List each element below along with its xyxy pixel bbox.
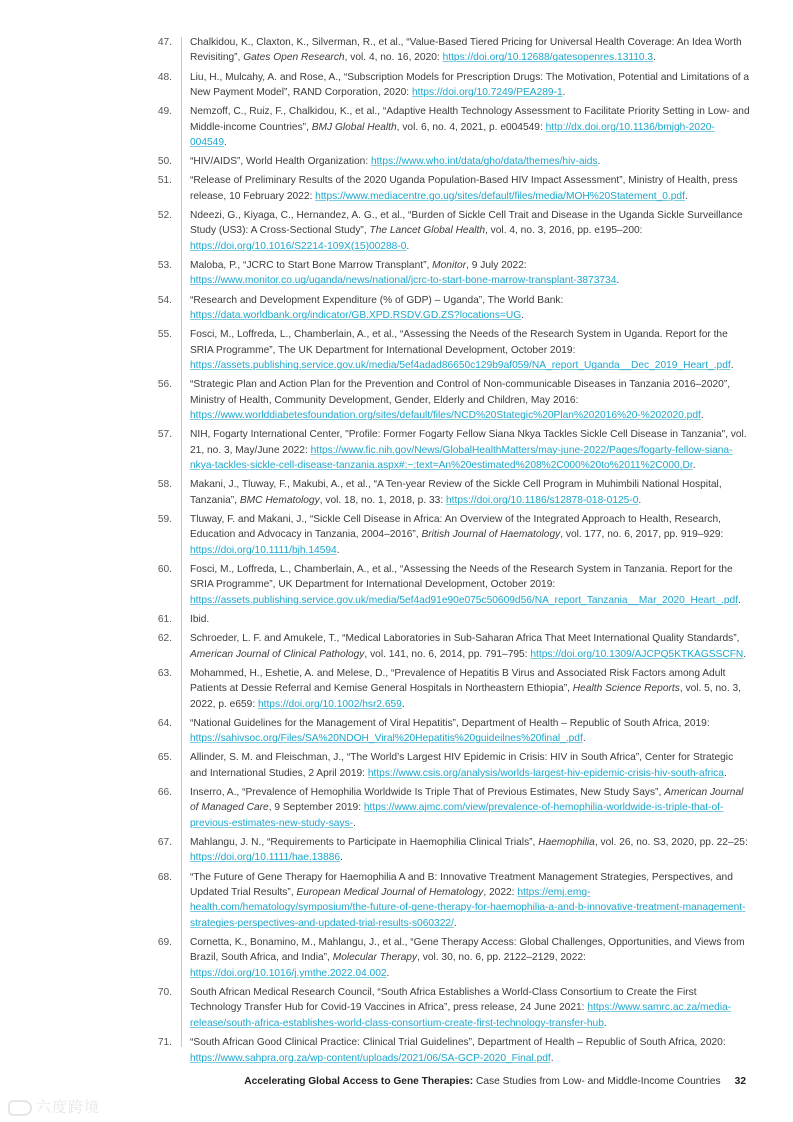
reference-segment: . [700, 410, 704, 422]
watermark-text: 六度跨境 [36, 1099, 101, 1116]
reference-link[interactable]: https://doi.org/10.1111/bjh.14594 [190, 544, 337, 556]
reference-segment: Ibid. [190, 613, 210, 625]
reference-text [190, 512, 750, 558]
publication-title: BMJ Global Health [311, 121, 397, 133]
reference-segment: . [224, 137, 227, 149]
reference-link[interactable]: https://assets.publishing.service.gov.uk/media/5ef4ad91e90e075c50609d56/NA_report_Tanzania__Mar_2020_Heart_.pdf [190, 594, 739, 606]
reference-item [150, 985, 755, 1031]
reference-segment: Allinder, S. M. and Fleischman, J., “The World’s Largest HIV Epidemic in Crisis: HIV in South Africa”, Center for Strategic and International Studies, 2 April 2019: [190, 752, 734, 779]
reference-segment: . [550, 1052, 554, 1064]
reference-text [190, 985, 750, 1031]
reference-text [190, 293, 750, 324]
reference-item [150, 935, 755, 981]
reference-segment: . [453, 917, 457, 929]
page-number: 32 [734, 1076, 746, 1087]
reference-item [150, 835, 755, 866]
reference-segment: “Research and Development Expenditure (% of GDP) – Uganda”, The World Bank: [190, 294, 564, 306]
reference-item [150, 35, 755, 66]
reference-item [150, 562, 755, 608]
reference-item [150, 154, 755, 169]
reference-number: 57. [157, 429, 172, 441]
reference-number: 68. [157, 871, 172, 883]
reference-number: 53. [157, 260, 172, 272]
reference-number: 70. [157, 987, 172, 999]
reference-item [150, 104, 755, 150]
reference-segment: Nemzoff, C., Ruiz, F., Chalkidou, K., et al., “Adaptive Health Technology Assessment to Facilitate Priority Setting in Low- and Middle-income Countries”, [190, 106, 750, 133]
reference-segment: “Release of Preliminary Results of the 2020 Uganda Population-Based HIV Impact Assessment”, Ministry of Health, press release, 10 February 2022: [190, 175, 738, 202]
reference-number: 66. [157, 787, 172, 799]
reference-text [190, 104, 750, 150]
publication-title: Molecular Therapy [332, 952, 418, 964]
reference-segment: . [603, 1017, 607, 1029]
reference-segment: , 9 September 2019: [268, 802, 364, 814]
reference-segment: . [738, 594, 741, 606]
reference-segment: Cornetta, K., Bonamino, M., Mahlangu, J., et al., “Gene Therapy Access: Global Challenges, Opportunities, and Views from Brazil, South Africa, and India”, [190, 937, 745, 964]
reference-item [150, 377, 755, 423]
reference-text [190, 154, 750, 169]
reference-number: 56. [157, 379, 172, 391]
reference-text [190, 70, 750, 101]
reference-segment: . [723, 767, 727, 779]
reference-segment: . [582, 733, 586, 745]
reference-link[interactable]: https://data.worldbank.org/indicator/GB.XPD.RSDV.GD.ZS?locations=UG [190, 310, 522, 322]
reference-segment: South African Medical Research Council, “South Africa Establishes a World-Class Consortium to Create the First Technology Transfer Hub for Covid-19 Vaccines in Africa”, press release, 24 June 2021: [190, 987, 697, 1014]
reference-link[interactable]: https://doi.org/10.12688/gatesopenres.13110.3 [442, 52, 654, 64]
publication-title: Haemophilia [538, 837, 595, 849]
reference-number: 71. [157, 1037, 172, 1049]
reference-list [150, 35, 755, 1070]
reference-item [150, 750, 755, 781]
reference-item [150, 785, 755, 831]
reference-number: 58. [157, 479, 172, 491]
reference-number: 69. [157, 937, 172, 949]
reference-item [150, 70, 755, 101]
reference-number: 49. [157, 106, 172, 118]
reference-segment: Fosci, M., Loffreda, L., Chamberlain, A., et al., “Assessing the Needs of the Research System in Uganda. Report for the SRIA Programme”, The UK Department for International Development, October 2019: [190, 329, 728, 356]
reference-link[interactable]: https://emj.emg-health.com/hematology/symposium/the-future-of-gene-therapy-for-haemophilia-a-and-b-innovative-treatment-management-strategies-perspectives-and-updated-trial-results-s060322/ [190, 887, 746, 929]
reference-link[interactable]: https://www.ajmc.com/view/prevalence-of-hemophilia-worldwide-is-triple-that-of-previous-estimates-new-study-says- [190, 802, 724, 829]
reference-number: 54. [157, 294, 172, 306]
reference-segment: Liu, H., Mulcahy, A. and Rose, A., “Subscription Models for Prescription Drugs: The Motivation, Potential and Limitations of a New Payment Model”, RAND Corporation, 2020: [190, 71, 750, 99]
reference-link[interactable]: https://www.mediacentre.go.ug/sites/default/files/media/MOH%20Statement_0.pdf [315, 190, 685, 202]
reference-link[interactable]: https://sahivsoc.org/Files/SA%20NDOH_Viral%20Hepatitis%20guideilnes%20final_.pdf [190, 733, 583, 745]
reference-link[interactable]: https://doi.org/10.1016/j.ymthe.2022.04.002 [190, 967, 387, 979]
reference-text [190, 258, 750, 289]
reference-text [190, 35, 750, 66]
reference-segment: . [692, 460, 696, 472]
reference-link[interactable]: https://doi.org/10.1002/hsr2.659 [257, 698, 402, 710]
reference-text [190, 835, 750, 866]
reference-item [150, 208, 755, 254]
reference-link[interactable]: http://dx.doi.org/10.1136/bmjgh-2020-004549 [190, 121, 715, 149]
reference-number: 52. [157, 210, 172, 222]
reference-segment: . [521, 310, 524, 322]
reference-text [190, 173, 750, 204]
reference-link[interactable]: https://assets.publishing.service.gov.uk/media/5ef4adad86650c129b9af059/NA_report_Uganda__Dec_2019_Heart_.pdf [190, 360, 731, 372]
reference-link[interactable]: https://doi.org/10.1309/AJCPQ5KTKAGSSCFN [530, 648, 744, 660]
reference-segment: . [743, 648, 747, 660]
reference-segment: Mahlangu, J. N., “Requirements to Participate in Haemophilia Clinical Trials”, [190, 837, 539, 849]
reference-segment: . [353, 817, 356, 829]
reference-number: 55. [157, 329, 172, 341]
reference-segment: . [401, 698, 405, 710]
reference-link[interactable]: https://doi.org/10.1111/hae.13886 [190, 852, 341, 864]
reference-text [190, 1035, 750, 1066]
reference-link[interactable]: https://doi.org/10.7249/PEA289-1 [411, 87, 563, 99]
watermark-logo-icon [8, 1100, 32, 1116]
reference-number: 63. [157, 667, 172, 679]
reference-link[interactable]: https://doi.org/10.1016/S2214-109X(15)00288-0 [190, 240, 407, 252]
reference-segment: . [684, 190, 688, 202]
publication-title: Health Science Reports [572, 683, 680, 695]
publication-title: American Journal of Managed Care [190, 787, 744, 814]
reference-segment: Ndeezi, G., Kiyaga, C., Hernandez, A. G., et al., “Burden of Sickle Cell Trait and Disease in the Uganda Sickle Surveillance Study (US3): A Cross-Sectional Study”, [190, 210, 743, 237]
reference-segment: , vol. 26, no. S3, 2020, pp. 22–25: [594, 837, 748, 849]
reference-segment: Maloba, P., “JCRC to Start Bone Marrow Transplant”, [190, 260, 433, 272]
reference-segment: Tluway, F. and Makani, J., “Sickle Cell Disease in Africa: An Overview of the Integrated Approach to Health, Research, Education and Advocacy in Tanzania, 2004–2016”, [190, 513, 721, 541]
reference-item [150, 477, 755, 508]
reference-number: 60. [157, 563, 172, 575]
reference-segment: “HIV/AIDS”, World Health Organization: [190, 156, 371, 168]
publication-title: The Lancet Global Health [369, 225, 486, 237]
reference-number: 67. [157, 837, 172, 849]
publication-title: American Journal of Clinical Pathology [190, 648, 365, 660]
reference-segment: , vol. 141, no. 6, 2014, pp. 791–795: [364, 648, 531, 660]
reference-text [190, 785, 750, 831]
reference-text [190, 870, 750, 932]
reference-number: 51. [157, 175, 172, 187]
reference-text [190, 562, 750, 608]
reference-item [150, 612, 755, 627]
reference-link[interactable]: https://www.who.int/data/gho/data/themes/hiv-aids [371, 156, 598, 168]
reference-segment: , vol. 5, no. 3, 2022, p. e659: [190, 683, 741, 710]
reference-text [190, 477, 750, 508]
reference-text [190, 750, 750, 781]
reference-item [150, 173, 755, 204]
reference-text [190, 327, 750, 373]
reference-segment: . [653, 52, 656, 64]
reference-segment: Chalkidou, K., Claxton, K., Silverman, R., et al., “Value-Based Tiered Pricing for Universal Health Coverage: An Idea Worth Revisiting”, [190, 37, 742, 64]
reference-item [150, 870, 755, 932]
reference-number: 61. [157, 613, 172, 625]
reference-segment: . [386, 967, 390, 979]
reference-item [150, 631, 755, 662]
reference-segment: “The Future of Gene Therapy for Haemophilia A and B: Innovative Treatment Management Strategies, Perspectives, and Updated Trial Results”, [190, 871, 733, 899]
reference-link[interactable]: https://www.sahpra.org.za/wp-content/uploads/2021/06/SA-GCP-2020_Final.pdf [190, 1052, 551, 1064]
publication-title: Gates Open Research [243, 52, 345, 64]
reference-segment: Makani, J., Tluway, F., Makubi, A., et al., “A Ten-year Review of the Sickle Cell Program in Muhimbili National Hospital, Tanzania”, [190, 479, 722, 506]
footer-title-bold: Accelerating Global Access to Gene Therapies: [244, 1076, 474, 1087]
reference-segment: . [616, 275, 620, 287]
reference-text [190, 612, 750, 627]
reference-segment: . [562, 87, 566, 99]
reference-text [190, 427, 750, 473]
reference-segment: , vol. 18, no. 1, 2018, p. 33: [319, 494, 446, 506]
reference-item [150, 666, 755, 712]
reference-text [190, 377, 750, 423]
reference-segment: Mohammed, H., Eshetie, A. and Melese, D., “Prevalence of Hepatitis B Virus and Associated Risk Factors among Adult Patients at Dessie Referral and Kemise General Hospitals in Northeastern Ethiopia”, [190, 667, 726, 695]
publication-title: BMC Hematology [239, 494, 320, 506]
reference-segment: , vol. 4, no. 3, 2016, pp. e195–200: [485, 225, 643, 237]
reference-link[interactable]: https://doi.org/10.1186/s12878-018-0125-0 [446, 494, 639, 506]
reference-segment: . [406, 240, 410, 252]
reference-item [150, 716, 755, 747]
reference-item [150, 512, 755, 558]
reference-segment: . [638, 494, 642, 506]
reference-segment: “Strategic Plan and Action Plan for the Prevention and Control of Non-communicable Diseases in Tanzania 2016–2020”, Ministry of Health, Community Development, Gender, Elderly and Children, May 2016: [190, 379, 731, 406]
reference-segment: . [340, 852, 343, 864]
reference-segment: , 9 July 2022: [466, 260, 527, 272]
reference-number: 47. [157, 37, 172, 48]
publication-title: British Journal of Haematology [421, 529, 561, 541]
reference-number: 65. [157, 752, 172, 764]
reference-segment: “National Guidelines for the Management of Viral Hepatitis”, Department of Health – Republic of South Africa, 2019: [190, 717, 710, 729]
reference-item [150, 1035, 755, 1066]
reference-segment: Inserro, A., “Prevalence of Hemophilia Worldwide Is Triple That of Previous Estimates, New Study Says”, [190, 787, 665, 799]
reference-segment: , vol. 6, no. 4, 2021, p. e004549: [396, 121, 546, 133]
reference-segment: NIH, Fogarty International Center, "Profile: Former Fogarty Fellow Siana Nkya Tackles Sickle Cell Disease in Tanzania", vol. 21, no. 3, May/June 2022: [190, 429, 747, 456]
reference-item [150, 327, 755, 373]
reference-item [150, 427, 755, 473]
reference-number: 50. [157, 156, 172, 168]
reference-segment: , vol. 4, no. 16, 2020: [344, 52, 443, 64]
reference-number: 64. [157, 717, 172, 729]
reference-link[interactable]: https://www.worlddiabetesfoundation.org/sites/default/files/NCD%20Stategic%20Plan%202016%20-%202020.pdf [190, 410, 701, 422]
reference-link[interactable]: https://www.csis.org/analysis/worlds-largest-hiv-epidemic-crisis-hiv-south-africa [367, 767, 724, 779]
reference-segment: , vol. 30, no. 6, pp. 2122–2129, 2022: [417, 952, 586, 964]
reference-segment: . [730, 360, 734, 372]
reference-segment: . [597, 156, 601, 168]
reference-item [150, 258, 755, 289]
reference-segment: Fosci, M., Loffreda, L., Chamberlain, A., et al., “Assessing the Needs of the Research System in Tanzania. Report for the SRIA Programme”, UK Department for International Development, October 2019: [190, 563, 733, 591]
reference-text [190, 716, 750, 747]
reference-segment: , 2022: [483, 887, 518, 899]
reference-number: 62. [157, 633, 172, 645]
reference-number: 59. [157, 513, 172, 525]
watermark [8, 1096, 100, 1117]
publication-title: Monitor [432, 260, 467, 272]
page-footer [244, 1076, 746, 1087]
reference-segment: Schroeder, L. F. and Amukele, T., “Medical Laboratories in Sub-Saharan Africa That Meet International Quality Standards”, [190, 633, 740, 645]
reference-text [190, 935, 750, 981]
footer-title-rest: Case Studies from Low- and Middle-Income Countries [473, 1076, 721, 1087]
reference-text [190, 666, 750, 712]
reference-text [190, 631, 750, 662]
reference-segment: . [336, 544, 340, 556]
reference-segment: , vol. 177, no. 6, 2017, pp. 919–929: [560, 529, 724, 541]
reference-segment: “South African Good Clinical Practice: Clinical Trial Guidelines”, Department of Health – Republic of South Africa, 2020: [190, 1037, 726, 1049]
reference-number: 48. [157, 71, 172, 83]
reference-item [150, 293, 755, 324]
reference-link[interactable]: https://www.fic.nih.gov/News/GlobalHealthMatters/may-june-2022/Pages/fogarty-fellow-siana-nkya-tackles-sickle-cell-disease-tanzania.aspx#:~:text=An%20estimated%208%2C000%20to%2011%2C000,Dr [190, 444, 733, 472]
publication-title: European Medical Journal of Hematology [296, 887, 484, 899]
reference-link[interactable]: https://www.samrc.ac.za/media-release/south-africa-establishes-world-class-consortium-create-first-technology-transfer-hub [190, 1002, 732, 1029]
reference-text [190, 208, 750, 254]
reference-link[interactable]: https://www.monitor.co.ug/uganda/news/national/jcrc-to-start-bone-marrow-transplant-3873734 [190, 275, 617, 287]
